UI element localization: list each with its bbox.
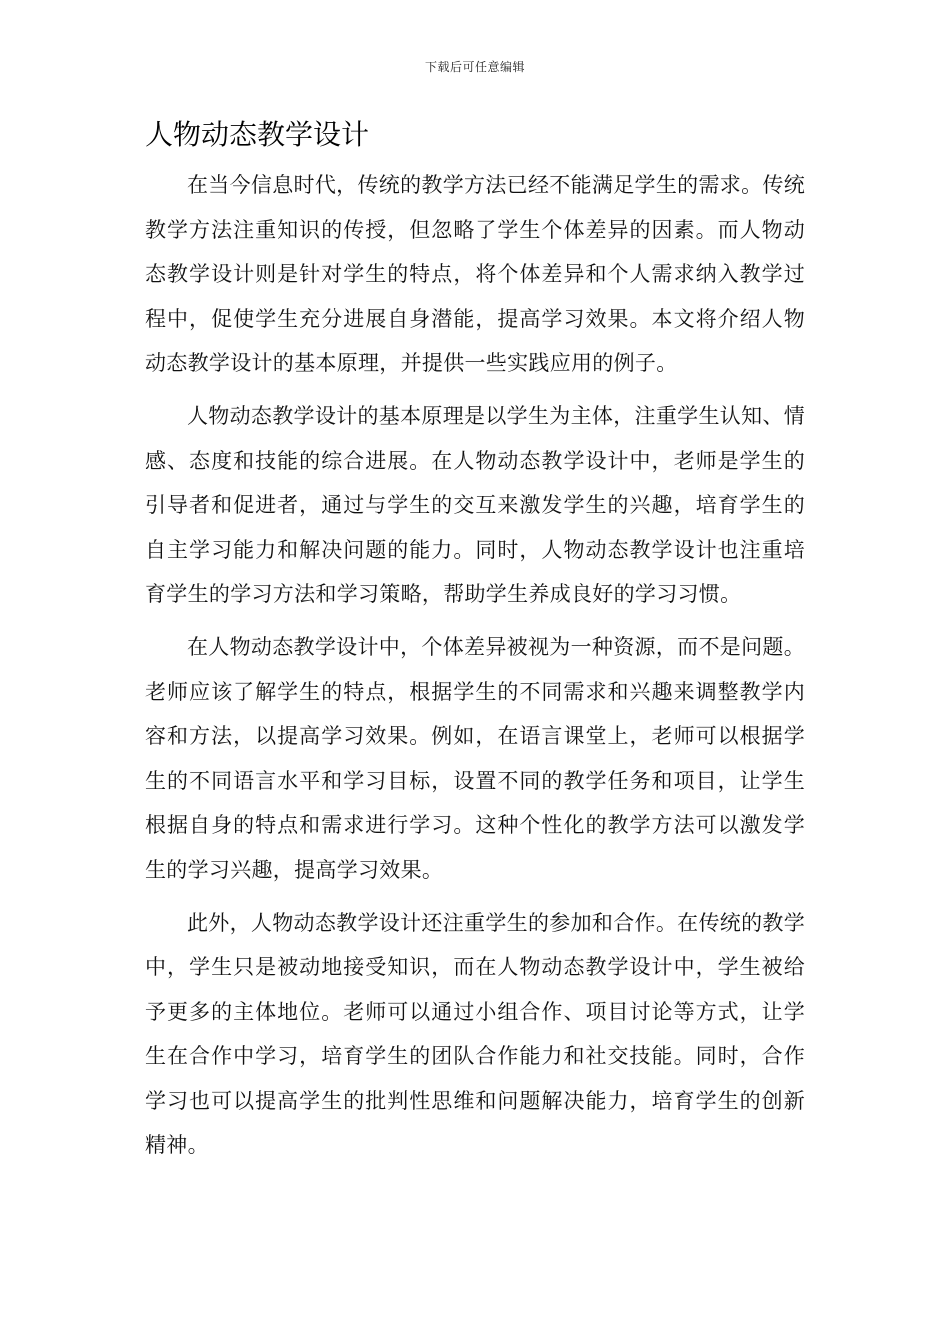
document-body: [145, 163, 805, 1176]
paragraph-1: 在当今信息时代，传统的教学方法已经不能满足学生的需求。传统教学方法注重知识的传授，但忽略了学生个体差异的因素。而人物动态教学设计则是针对学生的特点，将个体差异和个人需求纳入教学过程中，促使学生充分进展自身潜能，提高学习效果。本文将介绍人物动态教学设计的基本原理，并提供一些实践应用的例子。: [145, 173, 805, 376]
paragraph-3: 在人物动态教学设计中，个体差异被视为一种资源，而不是问题。老师应该了解学生的特点，根据学生的不同需求和兴趣来调整教学内容和方法，以提高学习效果。例如，在语言课堂上，老师可以根据学生的不同语言水平和学习目标，设置不同的教学任务和项目，让学生根据自身的特点和需求进行学习。这种个性化的教学方法可以激发学生的学习兴趣，提高学习效果。: [145, 634, 805, 882]
page-header: 下载后可任意编辑: [424, 60, 525, 74]
document-title: 人物动态教学设计: [145, 118, 370, 151]
paragraph-4: 此外，人物动态教学设计还注重学生的参加和合作。在传统的教学中，学生只是被动地接受知识，而在人物动态教学设计中，学生被给予更多的主体地位。老师可以通过小组合作、项目讨论等方式，让学生在合作中学习，培育学生的团队合作能力和社交技能。同时，合作学习也可以提高学生的批判性思维和问题解决能力，培育学生的创新精神。: [145, 910, 805, 1158]
paragraph-2: 人物动态教学设计的基本原理是以学生为主体，注重学生认知、情感、态度和技能的综合进展。在人物动态教学设计中，老师是学生的引导者和促进者，通过与学生的交互来激发学生的兴趣，培育学生的自主学习能力和解决问题的能力。同时，人物动态教学设计也注重培育学生的学习方法和学习策略，帮助学生养成良好的学习习惯。: [145, 403, 805, 607]
